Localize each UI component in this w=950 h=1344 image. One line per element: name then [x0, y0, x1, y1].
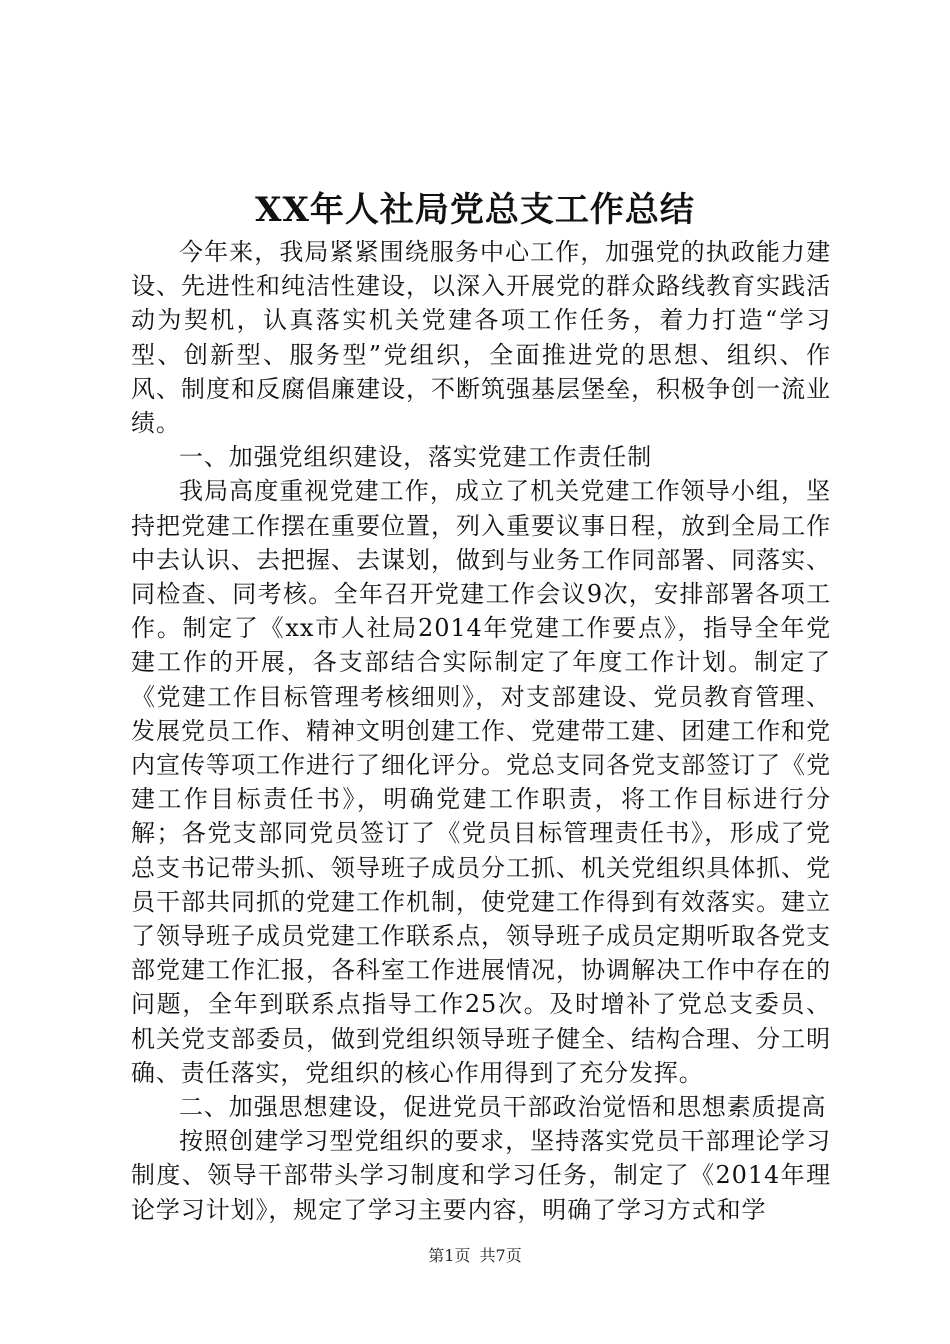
- page-number: 第1页: [428, 1246, 471, 1265]
- section-1-paragraph: 我局高度重视党建工作，成立了机关党建工作领导小组，坚持把党建工作摆在重要位置，列入重要议事日程，放到全局工作中去认识、去把握、去谋划，做到与业务工作同部署、同落实、同检查、同考核。全年召开党建工作会议9次，安排部署各项工作。制定了《xx市人社局2014年党建工作要点》，指导全年党建工作的开展，各支部结合实际制定了年度工作计划。制定了《党建工作目标管理考核细则》，对支部建设、党员教育管理、发展党员工作、精神文明创建工作、党建带工建、团建工作和党内宣传等项工作进行了细化评分。党总支同各党支部签订了《党建工作目标责任书》，明确党建工作职责，将工作目标进行分解；各党支部同党员签订了《党员目标管理责任书》，形成了党总支书记带头抓、领导班子成员分工抓、机关党组织具体抓、党员干部共同抓的党建工作机制，使党建工作得到有效落实。建立了领导班子成员党建工作联系点，领导班子成员定期听取各党支部党建工作汇报，各科室工作进展情况，协调解决工作中存在的问题，全年到联系点指导工作25次。及时增补了党总支委员、机关党支部委员，做到党组织领导班子健全、结构合理、分工明确、责任落实，党组织的核心作用得到了充分发挥。: [131, 477, 831, 1087]
- page-footer: [0, 1245, 950, 1267]
- section-heading-1: 一、加强党组织建设，落实党建工作责任制: [179, 443, 653, 472]
- section-2-paragraph: 按照创建学习型党组织的要求，坚持落实党员干部理论学习制度、领导干部带头学习制度和学习任务，制定了《2014年理论学习计划》，规定了学习主要内容，明确了学习方式和学: [131, 1127, 831, 1224]
- section-heading-2: 二、加强思想建设，促进党员干部政治觉悟和思想素质提高: [179, 1093, 827, 1122]
- document-title: XX年人社局党总支工作总结: [255, 190, 695, 230]
- page-total: 共7页: [479, 1246, 522, 1265]
- document-body: [131, 235, 831, 1227]
- intro-paragraph: 今年来，我局紧紧围绕服务中心工作，加强党的执政能力建设、先进性和纯洁性建设，以深入开展党的群众路线教育实践活动为契机，认真落实机关党建各项工作任务，着力打造“学习型、创新型、服务型”党组织，全面推进党的思想、组织、作风、制度和反腐倡廉建设，不断筑强基层堡垒，积极争创一流业绩。: [131, 238, 831, 438]
